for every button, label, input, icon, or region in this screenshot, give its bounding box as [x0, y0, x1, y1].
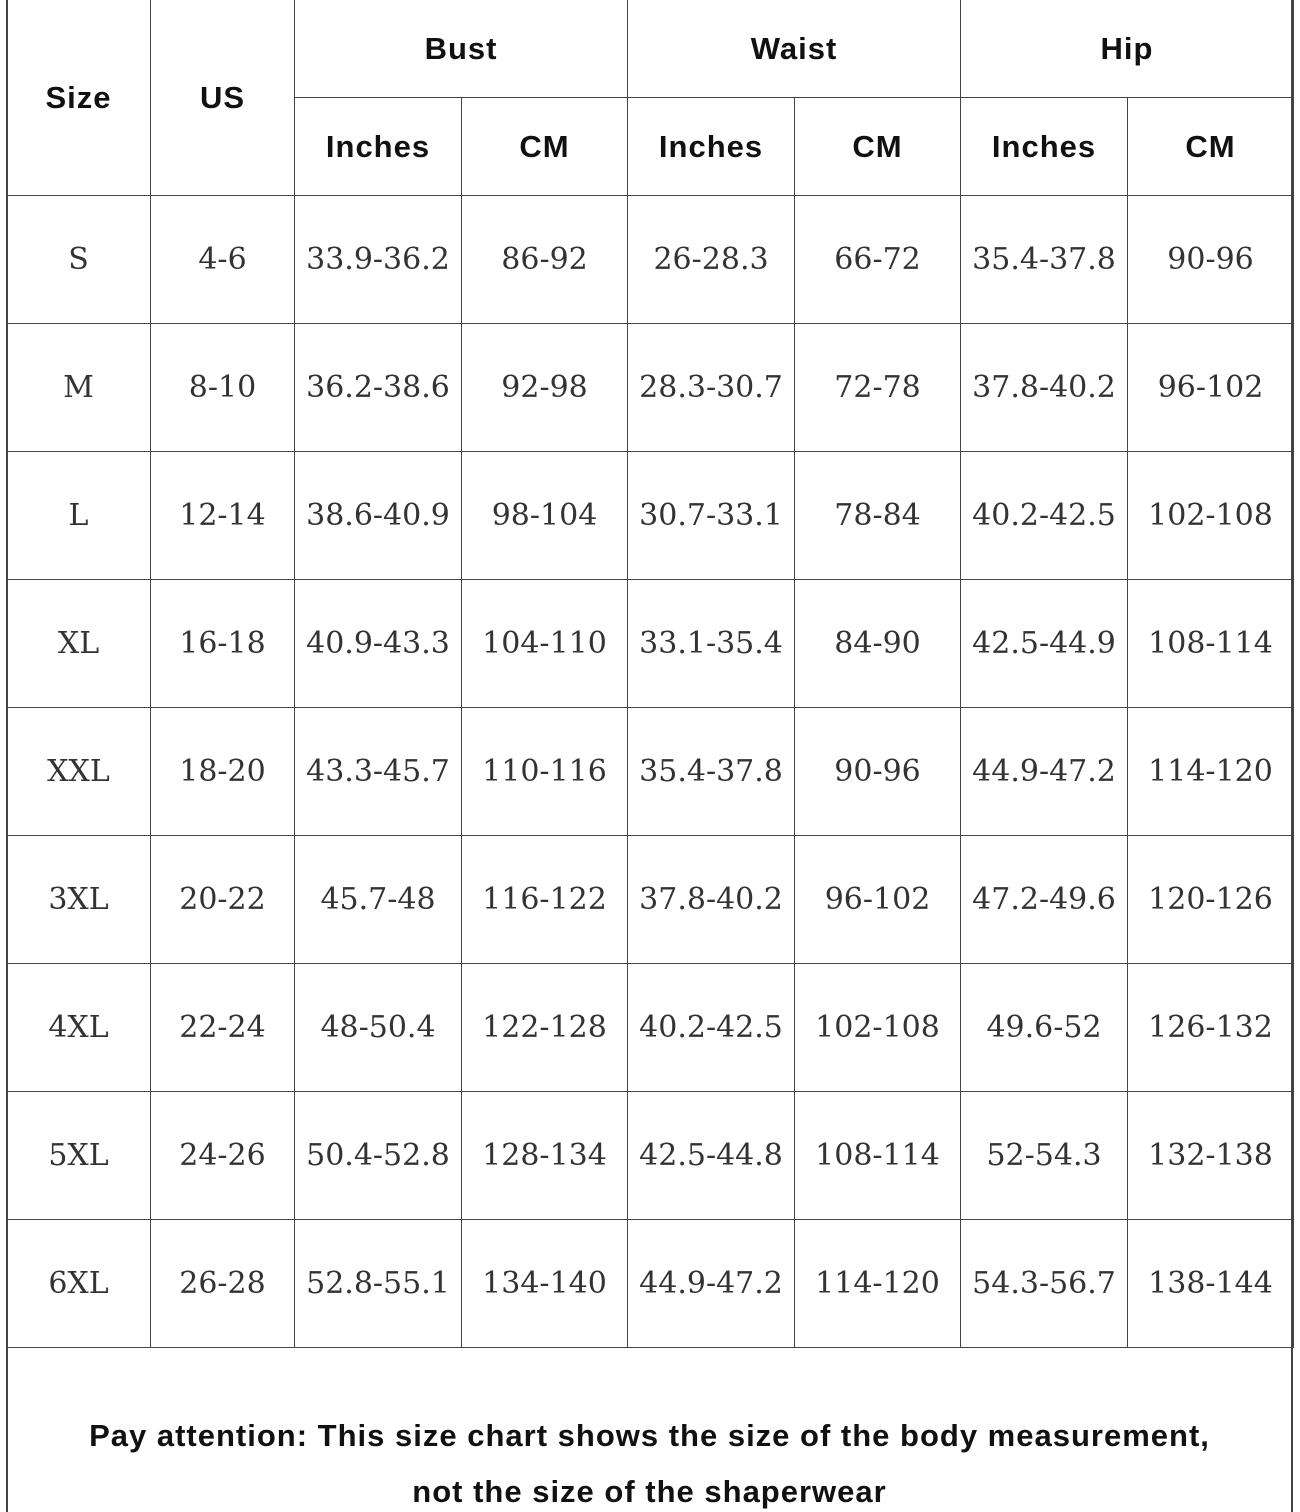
cell-hip-cm: 96-102: [1128, 324, 1294, 452]
cell-us: 18-20: [151, 708, 295, 836]
cell-waist-inches: 35.4-37.8: [628, 708, 795, 836]
header-waist-inches: Inches: [628, 98, 795, 196]
cell-hip-inches: 54.3-56.7: [961, 1220, 1128, 1348]
cell-bust-cm: 128-134: [462, 1092, 628, 1220]
cell-us: 24-26: [151, 1092, 295, 1220]
cell-hip-inches: 49.6-52: [961, 964, 1128, 1092]
cell-waist-cm: 72-78: [795, 324, 961, 452]
cell-size: L: [7, 452, 151, 580]
header-bust-inches: Inches: [295, 98, 462, 196]
cell-size: 4XL: [7, 964, 151, 1092]
cell-waist-cm: 108-114: [795, 1092, 961, 1220]
note-line-1: Pay attention: This size chart shows the size of the body measurement,: [89, 1418, 1210, 1453]
cell-hip-inches: 42.5-44.9: [961, 580, 1128, 708]
cell-size: M: [7, 324, 151, 452]
cell-waist-inches: 42.5-44.8: [628, 1092, 795, 1220]
cell-bust-inches: 48-50.4: [295, 964, 462, 1092]
header-hip: Hip: [961, 0, 1294, 98]
cell-us: 20-22: [151, 836, 295, 964]
table-row: [7, 452, 1294, 580]
header-us: US: [151, 0, 295, 196]
cell-bust-inches: 52.8-55.1: [295, 1220, 462, 1348]
cell-bust-cm: 110-116: [462, 708, 628, 836]
cell-bust-inches: 50.4-52.8: [295, 1092, 462, 1220]
cell-waist-inches: 30.7-33.1: [628, 452, 795, 580]
cell-size: 6XL: [7, 1220, 151, 1348]
cell-waist-inches: 44.9-47.2: [628, 1220, 795, 1348]
cell-hip-cm: 90-96: [1128, 196, 1294, 324]
cell-hip-inches: 47.2-49.6: [961, 836, 1128, 964]
header-size: Size: [7, 0, 151, 196]
cell-bust-inches: 45.7-48: [295, 836, 462, 964]
cell-hip-cm: 126-132: [1128, 964, 1294, 1092]
cell-bust-cm: 134-140: [462, 1220, 628, 1348]
cell-waist-cm: 102-108: [795, 964, 961, 1092]
cell-us: 4-6: [151, 196, 295, 324]
cell-us: 22-24: [151, 964, 295, 1092]
cell-hip-cm: 102-108: [1128, 452, 1294, 580]
table-row: [7, 580, 1294, 708]
cell-hip-inches: 37.8-40.2: [961, 324, 1128, 452]
cell-hip-inches: 40.2-42.5: [961, 452, 1128, 580]
cell-us: 8-10: [151, 324, 295, 452]
size-chart-table: [6, 0, 1294, 1348]
note-line-2: not the size of the shaperwear: [412, 1474, 887, 1509]
cell-bust-cm: 116-122: [462, 836, 628, 964]
cell-bust-cm: 98-104: [462, 452, 628, 580]
cell-us: 26-28: [151, 1220, 295, 1348]
header-waist: Waist: [628, 0, 961, 98]
cell-bust-cm: 122-128: [462, 964, 628, 1092]
cell-hip-inches: 44.9-47.2: [961, 708, 1128, 836]
header-hip-inches: Inches: [961, 98, 1128, 196]
cell-bust-inches: 36.2-38.6: [295, 324, 462, 452]
cell-bust-inches: 38.6-40.9: [295, 452, 462, 580]
table-row: [7, 836, 1294, 964]
cell-waist-cm: 96-102: [795, 836, 961, 964]
header-bust: Bust: [295, 0, 628, 98]
cell-us: 12-14: [151, 452, 295, 580]
header-row-groups: [7, 0, 1294, 98]
table-row: [7, 964, 1294, 1092]
cell-hip-inches: 35.4-37.8: [961, 196, 1128, 324]
cell-waist-inches: 26-28.3: [628, 196, 795, 324]
cell-us: 16-18: [151, 580, 295, 708]
header-hip-cm: CM: [1128, 98, 1294, 196]
cell-waist-cm: 66-72: [795, 196, 961, 324]
cell-bust-inches: 43.3-45.7: [295, 708, 462, 836]
cell-bust-inches: 40.9-43.3: [295, 580, 462, 708]
cell-waist-cm: 90-96: [795, 708, 961, 836]
table-row: [7, 1092, 1294, 1220]
table-row: [7, 1220, 1294, 1348]
table-row: [7, 324, 1294, 452]
cell-size: 5XL: [7, 1092, 151, 1220]
cell-waist-inches: 33.1-35.4: [628, 580, 795, 708]
cell-bust-cm: 86-92: [462, 196, 628, 324]
cell-waist-inches: 28.3-30.7: [628, 324, 795, 452]
cell-size: S: [7, 196, 151, 324]
cell-size: XXL: [7, 708, 151, 836]
cell-bust-cm: 92-98: [462, 324, 628, 452]
cell-hip-cm: 132-138: [1128, 1092, 1294, 1220]
header-bust-cm: CM: [462, 98, 628, 196]
cell-waist-cm: 114-120: [795, 1220, 961, 1348]
cell-hip-cm: 114-120: [1128, 708, 1294, 836]
cell-waist-inches: 40.2-42.5: [628, 964, 795, 1092]
header-waist-cm: CM: [795, 98, 961, 196]
cell-hip-cm: 120-126: [1128, 836, 1294, 964]
table-row: [7, 196, 1294, 324]
cell-bust-inches: 33.9-36.2: [295, 196, 462, 324]
cell-waist-cm: 84-90: [795, 580, 961, 708]
cell-bust-cm: 104-110: [462, 580, 628, 708]
cell-size: 3XL: [7, 836, 151, 964]
cell-hip-cm: 138-144: [1128, 1220, 1294, 1348]
cell-waist-inches: 37.8-40.2: [628, 836, 795, 964]
cell-hip-cm: 108-114: [1128, 580, 1294, 708]
table-row: [7, 708, 1294, 836]
cell-hip-inches: 52-54.3: [961, 1092, 1128, 1220]
cell-waist-cm: 78-84: [795, 452, 961, 580]
cell-size: XL: [7, 580, 151, 708]
